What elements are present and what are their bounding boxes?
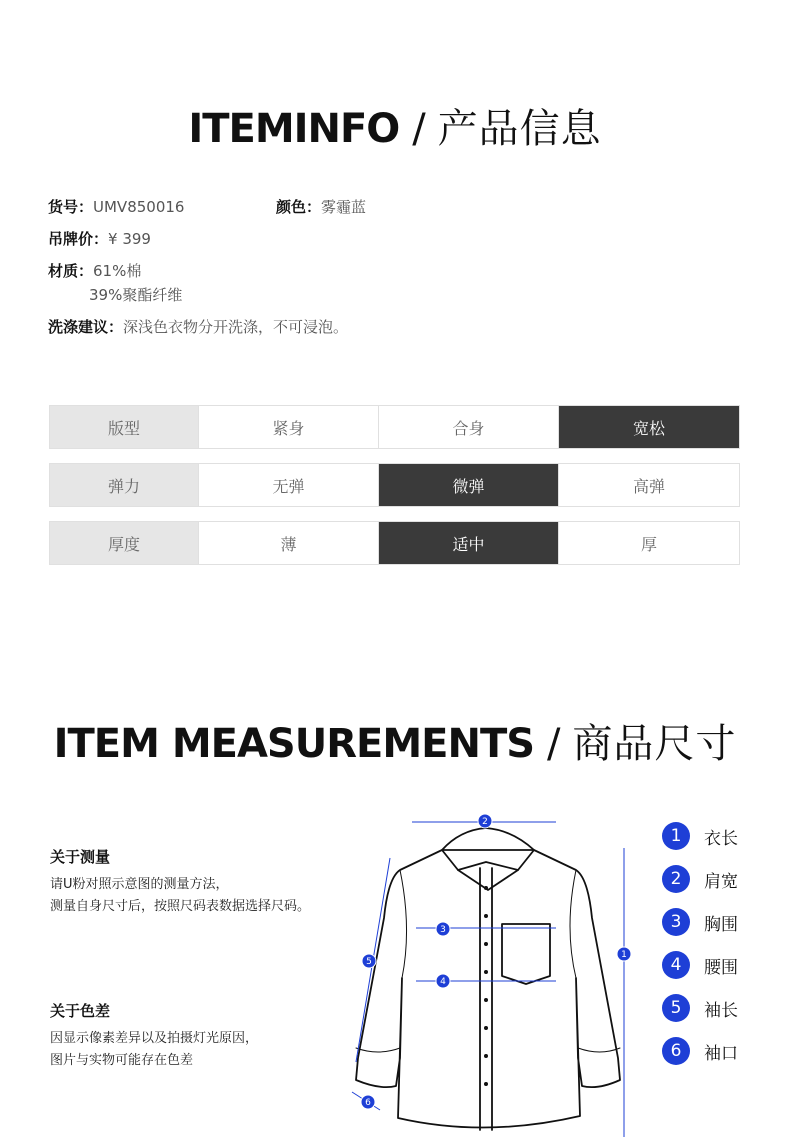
shirt-pocket <box>502 924 550 984</box>
attr-option: 无弹 <box>198 464 378 506</box>
legend-num: 1 <box>662 822 690 850</box>
legend-item <box>662 907 762 937</box>
about-color-line2: 图片与实物可能存在色差 <box>50 1053 194 1068</box>
marker-2-label: 2 <box>482 817 488 827</box>
sku-line <box>48 196 184 217</box>
legend-num: 3 <box>662 908 690 936</box>
sku-label: 货号： <box>48 198 94 216</box>
legend-label: 腰围 <box>704 957 738 978</box>
legend-item <box>662 1036 762 1066</box>
price-label: 吊牌价： <box>48 230 109 248</box>
shirt-measurement-diagram <box>340 808 640 1137</box>
shirt-body-outline <box>356 850 620 1128</box>
care-line <box>48 316 348 337</box>
attr-row-thickness <box>49 521 740 565</box>
price-value: ¥ 399 <box>108 230 151 248</box>
legend-num: 5 <box>662 994 690 1022</box>
legend-label: 袖口 <box>704 1043 738 1064</box>
title-en: ITEMINFO <box>188 106 400 152</box>
legend-item <box>662 821 762 851</box>
attr-option: 高弹 <box>558 464 739 506</box>
attr-option: 紧身 <box>198 406 378 448</box>
about-measure-line1: 请U粉对照示意图的测量方法， <box>50 877 229 892</box>
color-line <box>276 196 366 217</box>
price-line <box>48 228 151 249</box>
care-value: 深浅色衣物分开洗涤，不可浸泡。 <box>123 318 349 336</box>
attr-label: 厚度 <box>50 522 198 564</box>
material-line1: 61%棉 <box>93 262 142 280</box>
item-measurements-title <box>0 712 790 769</box>
about-color-text <box>50 1028 258 1072</box>
color-label: 颜色： <box>276 198 322 216</box>
attr-option-selected: 微弹 <box>378 464 558 506</box>
attr-option: 薄 <box>198 522 378 564</box>
care-label: 洗涤建议： <box>48 318 124 336</box>
title-slash: / <box>546 721 560 767</box>
attr-row-elasticity <box>49 463 740 507</box>
legend-num: 6 <box>662 1037 690 1065</box>
about-color-line1: 因显示像素差异以及拍摄灯光原因， <box>50 1031 259 1046</box>
marker-5-label: 5 <box>366 957 372 967</box>
attr-option: 合身 <box>378 406 558 448</box>
title-slash: / <box>412 106 425 152</box>
legend-item <box>662 950 762 980</box>
legend-num: 2 <box>662 865 690 893</box>
legend-label: 衣长 <box>704 828 738 849</box>
legend-label: 肩宽 <box>704 871 738 892</box>
about-measure-line2: 测量自身尺寸后，按照尺码表数据选择尺码。 <box>50 899 311 914</box>
about-color-title: 关于色差 <box>50 1002 111 1020</box>
legend-label: 袖长 <box>704 1000 738 1021</box>
about-measure-title: 关于测量 <box>50 848 111 866</box>
attr-option-selected: 适中 <box>378 522 558 564</box>
marker-1-label: 1 <box>621 950 627 960</box>
item-info-title <box>0 97 790 154</box>
attr-label: 弹力 <box>50 464 198 506</box>
legend-item <box>662 993 762 1023</box>
title-en: ITEM MEASUREMENTS <box>53 721 535 767</box>
legend-label: 胸围 <box>704 914 738 935</box>
marker-3-label: 3 <box>440 925 446 935</box>
material-line2: 39%聚酯纤维 <box>89 286 183 304</box>
title-cn: 产品信息 <box>437 106 602 152</box>
marker-4-label: 4 <box>440 977 446 987</box>
attr-row-fit <box>49 405 740 449</box>
about-measure-text <box>50 874 310 918</box>
material-line <box>48 260 141 281</box>
legend-item <box>662 864 762 894</box>
title-cn: 商品尺寸 <box>572 721 737 767</box>
legend-num: 4 <box>662 951 690 979</box>
shirt-collar <box>442 828 534 890</box>
attr-option-selected: 宽松 <box>558 406 739 448</box>
attr-label: 版型 <box>50 406 198 448</box>
sku-value: UMV850016 <box>93 198 185 216</box>
color-value: 雾霾蓝 <box>321 198 367 216</box>
marker-6-label: 6 <box>365 1098 371 1108</box>
material-label: 材质： <box>48 262 94 280</box>
attr-option: 厚 <box>558 522 739 564</box>
